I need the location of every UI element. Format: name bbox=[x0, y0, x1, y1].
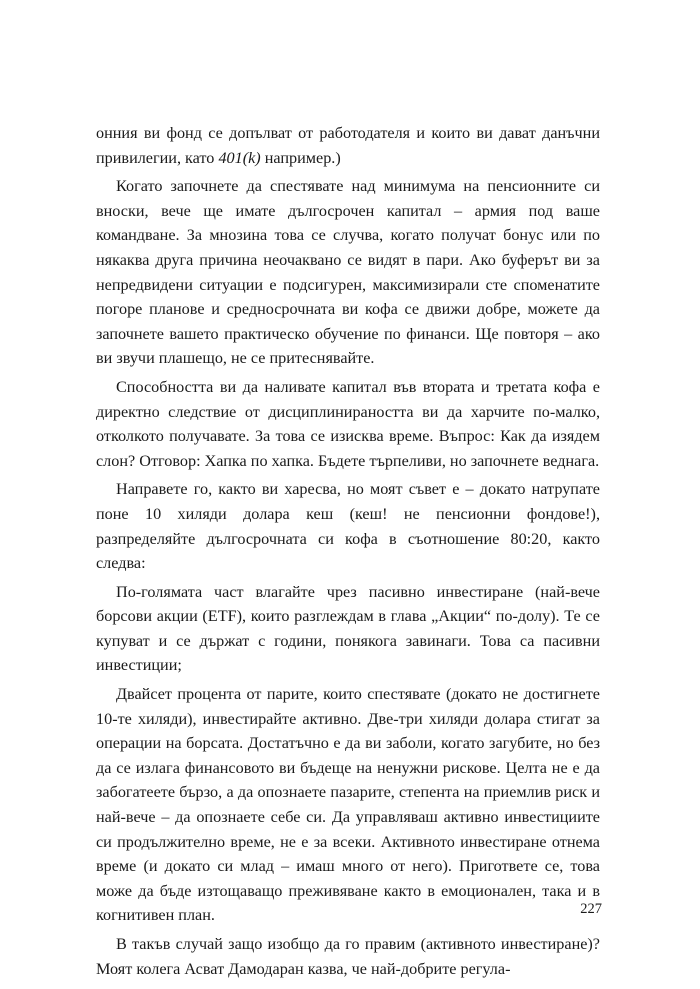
paragraph-5: По-голямата част влагайте чрез пасивно инвестиране (най-вече борсови акции (ETF), които разглеждам в глава „Акции“ по-долу). Те се купуват и се държат с години, понякога завинаги. Това са пасивни инвестиции; bbox=[96, 582, 600, 675]
paragraph-1 bbox=[96, 121, 600, 170]
emphasis-401k: 401(k) bbox=[218, 148, 261, 167]
body-text bbox=[96, 121, 600, 985]
paragraph-6: Двайсет процента от парите, които спестявате (докато не достигнете 10-те хиляди), инвестирайте активно. Две-три хиляди долара стигат за операции на борсата. Достатъчно е да ви заболи, когато загубите, но без да се излага финансовото ви бъдеще на ненужни рискове. Целта не е да забогатеете бързо, а да опознаете пазарите, степента на приемлив риск и най-вече – да опознаете себе си. Да управляваш активно инвестициите си продължително време, не е за всеки. Активното инвестиране отнема време (и докато си млад – имаш много от него). Пригответе се, това може да бъде изтощаващо преживяване както в емоционален, така и в когнитивен план. bbox=[96, 685, 600, 925]
paragraph-1-after: например.) bbox=[260, 148, 341, 167]
paragraph-3: Способността ви да наливате капитал във втората и третата кофа е директно следствие от дисциплинираността ви да харчите по-малко, отколкото получавате. За това се изисква време. Въпрос: Как да изядем слон? Отговор: Хапка по хапка. Бъдете търпеливи, но започнете веднага. bbox=[96, 377, 600, 470]
paragraph-2: Когато започнете да спестявате над минимума на пенсионните си вноски, вече ще имате дългосрочен капитал – армия под ваше командване. За мнозина това се случва, когато получат бонус или по някаква друга причина неочаквано се видят в пари. Ако буферът ви за непредвидени ситуации е подсигурен, максимизирали сте споменатите погоре планове и средносрочната ви кофа се движи добре, можете да започнете вашето практическо обучение по финанси. Ще повторя – ако ви звучи плашещо, не се притеснявайте. bbox=[96, 177, 600, 368]
paragraph-4: Направете го, както ви харесва, но моят съвет е – докато натрупате поне 10 хиляди долара кеш (кеш! не пенсионни фондове!), разпределяйте дългосрочната си кофа в съотношение 80:20, както следва: bbox=[96, 480, 600, 573]
paragraph-7: В такъв случай защо изобщо да го правим (активното инвестиране)? Моят колега Асват Дамодаран казва, че най-добрите регула- bbox=[96, 935, 600, 978]
page-number: 227 bbox=[580, 901, 602, 917]
paragraph-1-before: онния ви фонд се допълват от работодателя и които ви дават данъчни привилегии, като bbox=[96, 124, 600, 167]
